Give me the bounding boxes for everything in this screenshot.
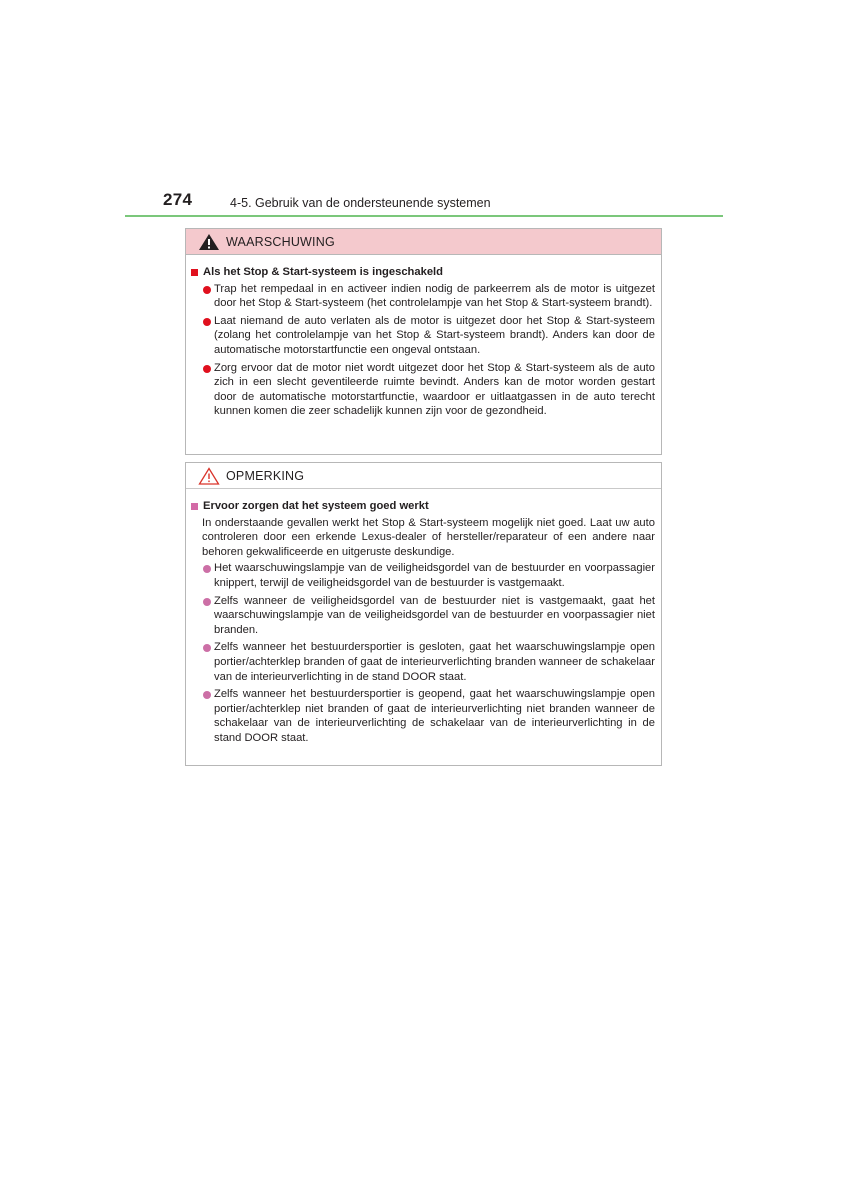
list-item-text: Het waarschuwingslampje van de veiligheidsgordel van de bestuurder en voorpassagier knippert, terwijl de veiligheidsgordel van de bestuurder is vastgemaakt. <box>214 562 655 589</box>
note-list <box>191 561 655 745</box>
warning-heading <box>191 265 655 280</box>
bullet-dot-icon <box>203 286 211 294</box>
warning-body <box>186 255 661 419</box>
list-item <box>191 282 655 311</box>
bullet-dot-icon <box>203 691 211 699</box>
list-item <box>191 640 655 684</box>
square-bullet-icon <box>191 503 198 510</box>
section-title: 4-5. Gebruik van de ondersteunende systemen <box>230 196 491 210</box>
warning-header <box>186 229 661 255</box>
list-item-text: Zelfs wanneer het bestuurdersportier is geopend, gaat het waarschuwingslampje open portier/achterklep niet branden of gaat de interieurverlichting niet branden wanneer de schakelaar van de interieurverlichting de schakelaar van de interieurverlichting in de stand DOOR staat. <box>214 688 655 744</box>
note-intro: In onderstaande gevallen werkt het Stop & Start-systeem mogelijk niet goed. Laat uw auto controleren door een erkende Lexus-dealer of hersteller/reparateur of een andere naar behoren gekwalificeerde en uitgeruste deskundige. <box>202 516 655 558</box>
caution-triangle-icon <box>198 467 220 485</box>
list-item-text: Zelfs wanneer het bestuurdersportier is gesloten, gaat het waarschuwingslampje open portier/achterklep branden of gaat de interieurverlichting branden wanneer de schakelaar van de interieurverlichting in de stand DOOR staat. <box>214 641 655 683</box>
bullet-dot-icon <box>203 365 211 373</box>
warning-list <box>191 282 655 419</box>
list-item <box>191 314 655 358</box>
warning-box <box>185 228 662 455</box>
warning-title: WAARSCHUWING <box>226 234 335 249</box>
page-number: 274 <box>163 190 193 209</box>
list-item <box>191 361 655 419</box>
note-body <box>186 489 661 746</box>
note-heading-text: Ervoor zorgen dat het systeem goed werkt <box>203 500 429 512</box>
warning-heading-text: Als het Stop & Start-systeem is ingeschakeld <box>203 266 443 278</box>
list-item-text: Trap het rempedaal in en activeer indien nodig de parkeerrem als de motor is uitgezet door het Stop & Start-systeem (het controlelampje van het Stop & Start-systeem brandt). <box>214 282 655 310</box>
note-box <box>185 462 662 766</box>
note-title: OPMERKING <box>226 468 305 483</box>
note-heading <box>191 499 655 514</box>
bullet-dot-icon <box>203 565 211 573</box>
header-rule <box>125 215 723 217</box>
list-item <box>191 561 655 590</box>
list-item-text: Laat niemand de auto verlaten als de motor is uitgezet door het Stop & Start-systeem (zolang het controlelampje van het Stop & Start-systeem brandt). Anders kan door de automatische motorstartfunctie een ongeval ontstaan. <box>214 314 655 356</box>
square-bullet-icon <box>191 269 198 276</box>
bullet-dot-icon <box>203 318 211 326</box>
warning-triangle-icon <box>198 233 220 251</box>
list-item-text: Zelfs wanneer de veiligheidsgordel van de bestuurder niet is vastgemaakt, gaat het waarschuwingslampje van de veiligheidsgordel van de bestuurder en voorpassagier niet branden. <box>214 594 655 636</box>
list-item-text: Zorg ervoor dat de motor niet wordt uitgezet door het Stop & Start-systeem als de auto zich in een slecht geventileerde ruimte bevindt. Anders kan de motor worden gestart door de automatische motorstartfunctie, waardoor er uitlaatgassen in de auto terecht kunnen komen die zeer schadelijk kunnen zijn voor de gezondheid. <box>214 361 655 418</box>
list-item <box>191 687 655 745</box>
list-item <box>191 594 655 638</box>
note-header <box>186 463 661 489</box>
bullet-dot-icon <box>203 598 211 606</box>
bullet-dot-icon <box>203 644 211 652</box>
